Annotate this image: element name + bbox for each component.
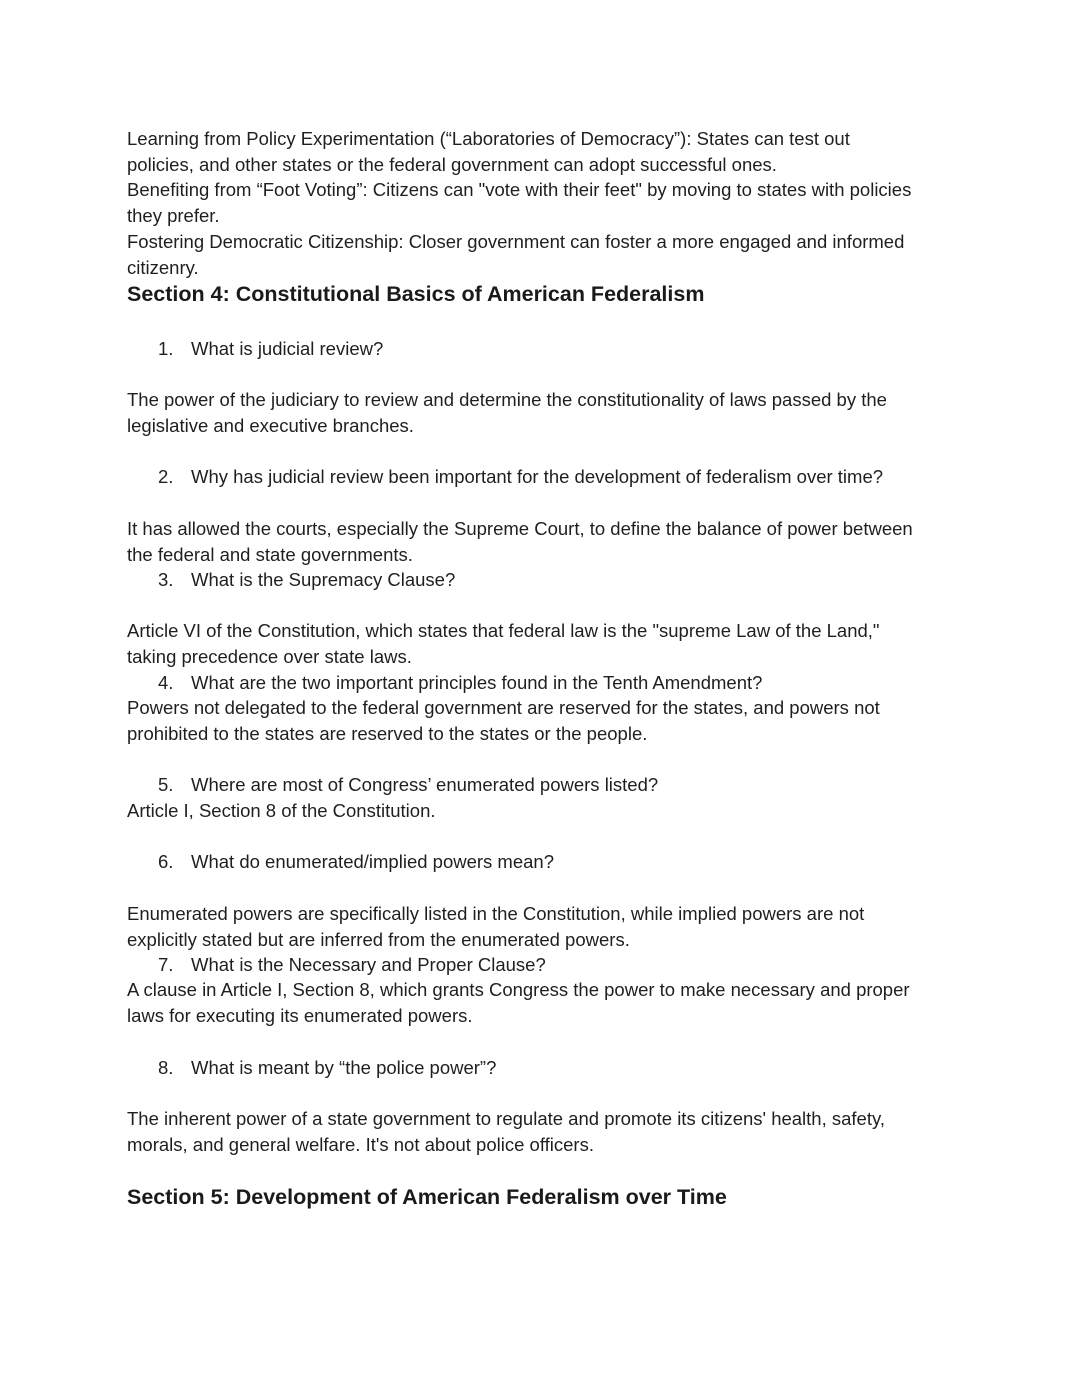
intro-line: policies, and other states or the federal government can adopt successful ones. (127, 154, 777, 175)
question-number: 5. (158, 774, 174, 795)
question-number: 3. (158, 569, 174, 590)
question-text: Where are most of Congress’ enumerated powers listed? (191, 774, 659, 795)
question-text: What is meant by “the police power”? (191, 1057, 497, 1078)
answer-8-line: morals, and general welfare. It's not about police officers. (127, 1134, 594, 1155)
section-5-heading: Section 5: Development of American Federalism over Time (127, 1185, 727, 1209)
intro-line: citizenry. (127, 257, 199, 278)
answer-1-line: The power of the judiciary to review and determine the constitutionality of laws passed by the (127, 389, 887, 410)
answer-6-line: explicitly stated but are inferred from the enumerated powers. (127, 929, 630, 950)
question-text: What do enumerated/implied powers mean? (191, 851, 554, 872)
intro-line: Learning from Policy Experimentation (“Laboratories of Democracy”): States can test out (127, 128, 850, 149)
question-6 (158, 849, 554, 875)
answer-1-line: legislative and executive branches. (127, 415, 414, 436)
section-4-heading: Section 4: Constitutional Basics of American Federalism (127, 282, 705, 306)
answer-4-line: prohibited to the states are reserved to the states or the people. (127, 723, 648, 744)
question-4 (158, 670, 762, 696)
question-number: 6. (158, 851, 174, 872)
answer-8-line: The inherent power of a state government to regulate and promote its citizens' health, safety, (127, 1108, 886, 1129)
answer-2-line: the federal and state governments. (127, 544, 413, 565)
answer-6-line: Enumerated powers are specifically listed in the Constitution, while implied powers are not (127, 903, 865, 924)
answer-3-line: taking precedence over state laws. (127, 646, 412, 667)
question-3 (158, 567, 455, 593)
intro-line: they prefer. (127, 205, 220, 226)
question-7 (158, 952, 546, 978)
answer-5-line: Article I, Section 8 of the Constitution. (127, 800, 436, 821)
question-text: What is the Supremacy Clause? (191, 569, 456, 590)
intro-line: Fostering Democratic Citizenship: Closer government can foster a more engaged and informed (127, 231, 905, 252)
question-text: What are the two important principles found in the Tenth Amendment? (191, 672, 763, 693)
answer-3-line: Article VI of the Constitution, which states that federal law is the "supreme Law of the Land," (127, 620, 880, 641)
question-text: What is judicial review? (191, 338, 384, 359)
answer-7-line: A clause in Article I, Section 8, which grants Congress the power to make necessary and proper (127, 979, 910, 1000)
question-number: 4. (158, 672, 174, 693)
question-8 (158, 1055, 496, 1081)
question-number: 2. (158, 466, 174, 487)
answer-4-line: Powers not delegated to the federal government are reserved for the states, and powers not (127, 697, 880, 718)
question-number: 1. (158, 338, 174, 359)
intro-line: Benefiting from “Foot Voting”: Citizens can "vote with their feet" by moving to states with policies (127, 179, 912, 200)
answer-2-line: It has allowed the courts, especially the Supreme Court, to define the balance of power between (127, 518, 913, 539)
question-5 (158, 772, 658, 798)
question-text: Why has judicial review been important for the development of federalism over time? (191, 466, 884, 487)
question-1 (158, 336, 383, 362)
question-number: 8. (158, 1057, 174, 1078)
answer-7-line: laws for executing its enumerated powers. (127, 1005, 473, 1026)
question-number: 7. (158, 954, 174, 975)
question-text: What is the Necessary and Proper Clause? (191, 954, 546, 975)
question-2 (158, 464, 883, 490)
